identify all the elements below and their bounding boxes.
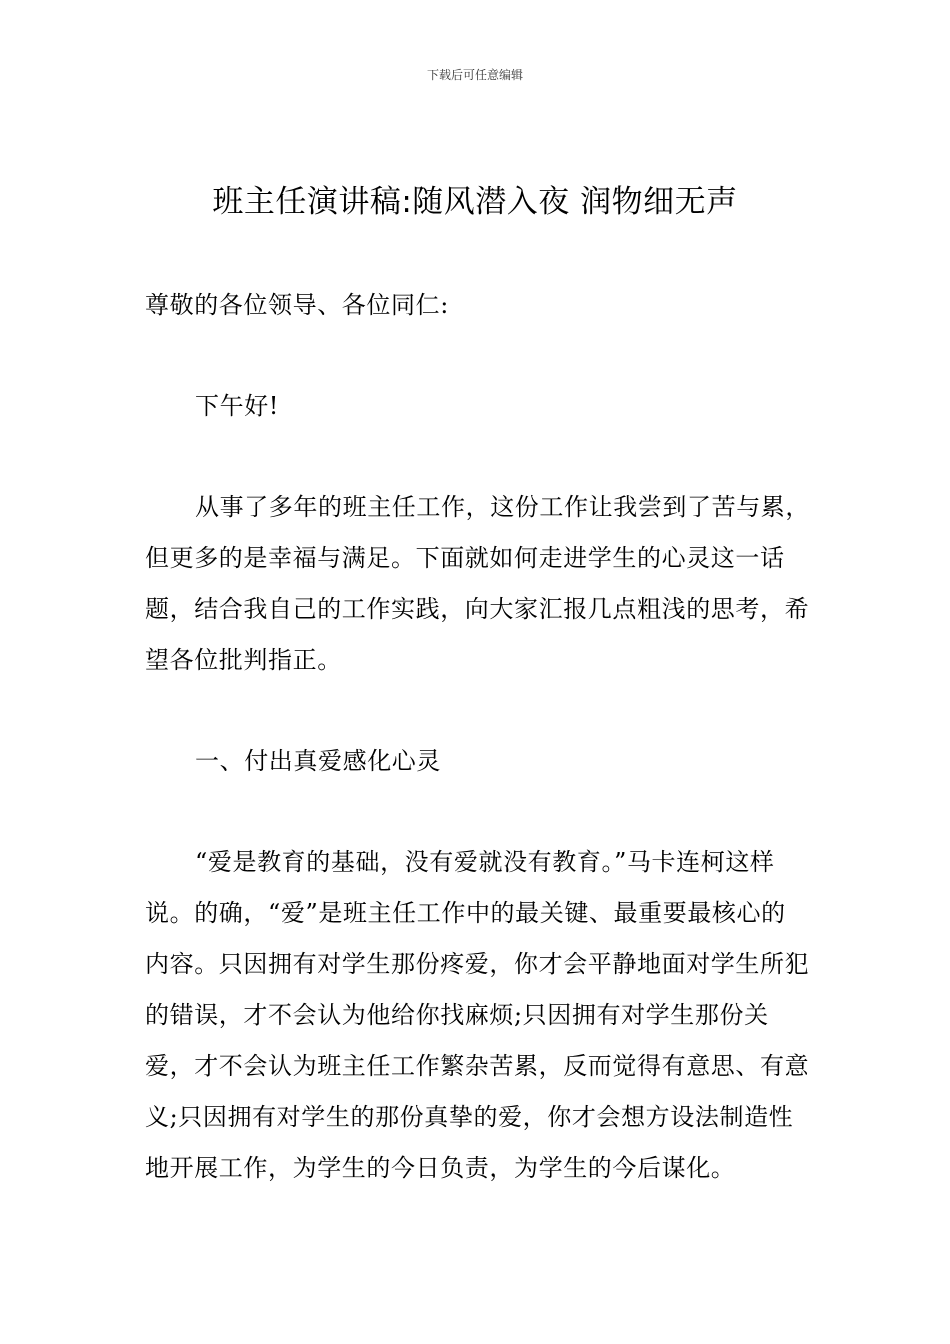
salutation: 尊敬的各位领导、各位同仁: xyxy=(145,291,449,319)
paragraph-intro: 从事了多年的班主任工作，这份工作让我尝到了苦与累，但更多的是幸福与满足。下面就如何走进学生的心灵这一话题，结合我自己的工作实践，向大家汇报几点粗浅的思考，希望各位批判指正。 xyxy=(145,493,810,674)
document-title: 班主任演讲稿:随风潜入夜 润物细无声 xyxy=(212,184,738,220)
paragraph-section-1: “爱是教育的基础，没有爱就没有教育。”马卡连柯这样说。的确，“爱”是班主任工作中的最关键、最重要最核心的内容。只因拥有对学生那份疼爱，你才会平静地面对学生所犯的错误，才不会认为他给你找麻烦;只因拥有对学生那份关爱，才不会认为班主任工作繁杂苦累，反而觉得有意思、有意义;只因拥有对学生的那份真挚的爱，你才会想方设法制造性地开展工作，为学生的今日负责，为学生的今后谋化。 xyxy=(145,848,810,1182)
document-body xyxy=(145,280,810,1194)
header-note: 下载后可任意编辑 xyxy=(426,68,523,82)
section-heading: 一、付出真爱感化心灵 xyxy=(195,747,441,775)
greeting: 下午好! xyxy=(195,392,280,420)
